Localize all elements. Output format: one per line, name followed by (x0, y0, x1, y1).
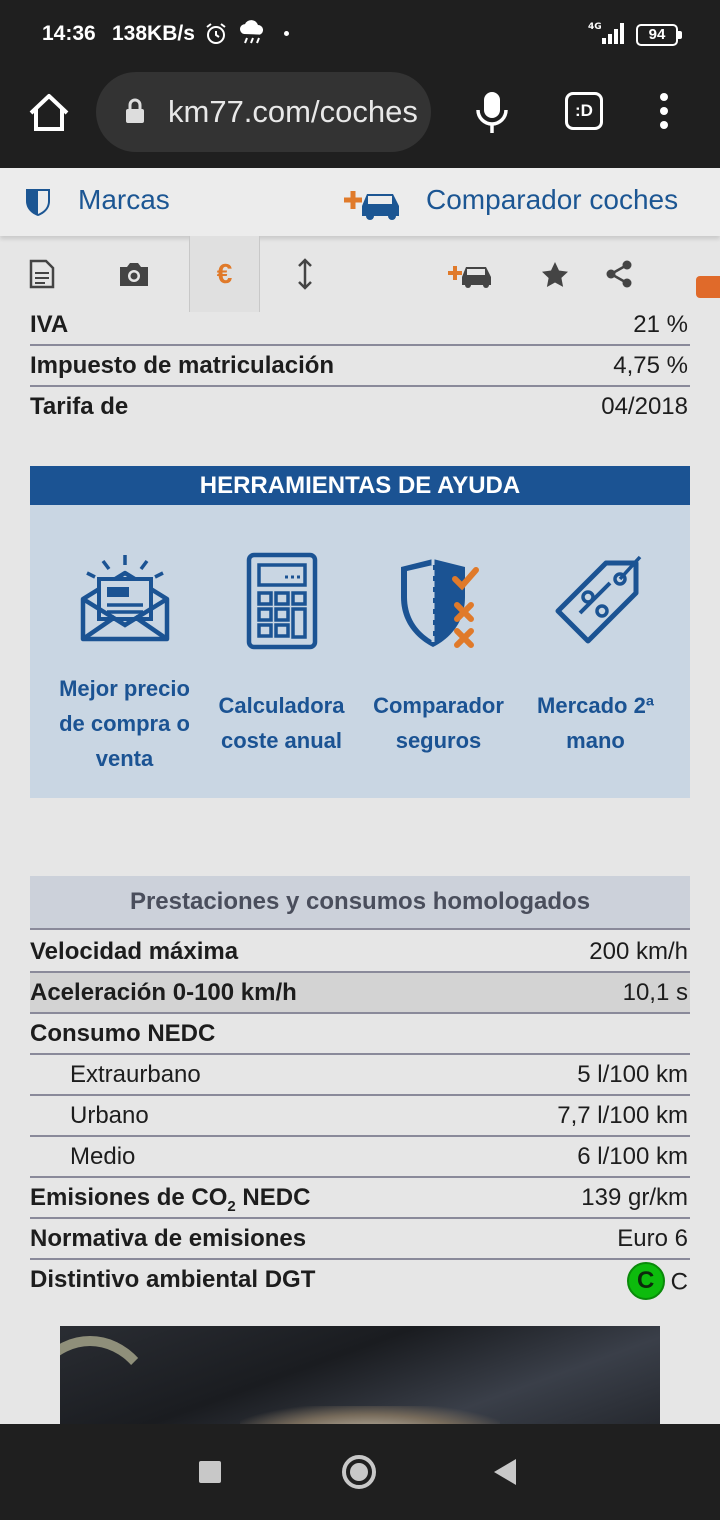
shield-icon[interactable] (24, 186, 52, 223)
camera-icon[interactable] (112, 236, 156, 312)
table-row (30, 932, 690, 973)
lock-icon (124, 98, 146, 129)
tool-label (199, 688, 364, 758)
table-row (30, 1137, 690, 1178)
row-label: Impuesto de matriculación (30, 352, 335, 379)
tab-switcher-button[interactable]: :D (565, 92, 603, 130)
table-row (30, 1260, 690, 1301)
performance-table (30, 932, 690, 1301)
home-button-icon[interactable] (342, 1455, 376, 1489)
row-value: 5 l/100 km (577, 1061, 688, 1088)
signal-icon (588, 20, 628, 51)
photo-detail (60, 1336, 160, 1424)
overflow-menu-icon[interactable] (654, 92, 674, 137)
calculator-icon (245, 551, 319, 651)
tool-label-line: de compra o (59, 711, 190, 736)
row-label: Consumo NEDC (30, 1020, 216, 1047)
car-interior-photo[interactable] (60, 1326, 660, 1424)
tool-label-line: Mejor precio (59, 676, 190, 701)
tool-insurance[interactable] (356, 505, 521, 798)
row-label: Tarifa de (30, 393, 129, 420)
dgt-badge: C (627, 1262, 665, 1300)
tool-label-line: Mercado 2ª (537, 693, 654, 718)
tool-best-price[interactable] (42, 505, 207, 798)
tool-label (513, 688, 678, 758)
vertical-arrows-icon[interactable] (290, 236, 320, 312)
row-label: Distintivo ambiental DGT (30, 1266, 316, 1293)
svg-text:4G: 4G (588, 22, 602, 32)
table-row (30, 1219, 690, 1260)
status-time: 14:36 (42, 22, 96, 45)
row-label-text: Emisiones de CO (30, 1184, 228, 1211)
microphone-icon[interactable] (470, 88, 514, 143)
star-icon[interactable] (540, 236, 570, 312)
row-label (30, 1184, 310, 1215)
web-page (0, 168, 720, 1424)
table-row (30, 387, 690, 428)
tool-annual-cost[interactable] (199, 505, 364, 798)
tool-label-line: mano (566, 728, 625, 753)
table-row (30, 1096, 690, 1137)
tool-label-line: venta (95, 746, 154, 771)
tool-label (356, 688, 521, 758)
tool-label-line: seguros (395, 728, 482, 753)
row-value: 7,7 l/100 km (557, 1102, 688, 1129)
shield-check-icon (393, 551, 485, 655)
performance-header: Prestaciones y consumos homologados (30, 876, 690, 930)
row-value: 21 % (633, 311, 688, 338)
row-value: 4,75 % (613, 352, 688, 379)
tools-panel (30, 505, 690, 798)
row-value (627, 1266, 688, 1300)
browser-toolbar (0, 70, 720, 168)
table-row (30, 346, 690, 387)
row-label: Extraurbano (70, 1061, 201, 1088)
compare-cars-icon[interactable] (344, 184, 406, 225)
status-speed: 138KB/s (112, 22, 195, 45)
row-label-subscript: 2 (227, 1197, 236, 1215)
tool-used-market[interactable] (513, 505, 678, 798)
newsletter-icon (77, 551, 173, 651)
taxes-table (30, 305, 690, 428)
table-row (30, 973, 690, 1014)
row-value: 10,1 s (622, 979, 688, 1006)
nav-link-brands[interactable]: Marcas (78, 184, 170, 215)
back-icon[interactable] (494, 1459, 516, 1485)
row-label: IVA (30, 311, 69, 338)
status-bar (0, 0, 720, 70)
row-value: 139 gr/km (581, 1184, 688, 1211)
url-text: km77.com/coches (168, 94, 418, 129)
tool-label-line: Comparador (373, 693, 504, 718)
section-tabs (0, 236, 720, 312)
table-row (30, 1055, 690, 1096)
system-nav-bar (0, 1424, 720, 1520)
notification-dot (284, 31, 289, 36)
row-label-text: NEDC (235, 1184, 311, 1211)
site-nav (0, 168, 720, 236)
price-tag-icon (544, 551, 648, 655)
table-row (30, 305, 690, 346)
euro-symbol: € (216, 258, 233, 289)
tools-header: HERRAMIENTAS DE AYUDA (30, 466, 690, 505)
dgt-value: C (670, 1268, 688, 1296)
document-icon[interactable] (20, 236, 64, 312)
alarm-icon (204, 22, 228, 51)
table-row (30, 1178, 690, 1219)
home-icon[interactable] (26, 90, 72, 136)
share-icon[interactable] (604, 236, 634, 312)
add-car-icon[interactable] (446, 236, 496, 312)
row-value: Euro 6 (617, 1225, 688, 1252)
weather-icon (238, 20, 266, 51)
euro-icon[interactable] (189, 236, 260, 312)
table-row (30, 1014, 690, 1055)
row-value: 6 l/100 km (577, 1143, 688, 1170)
row-label: Normativa de emisiones (30, 1225, 307, 1252)
photo-detail (240, 1406, 500, 1424)
tool-label-line: coste anual (220, 728, 343, 753)
nav-link-compare[interactable]: Comparador coches (426, 184, 679, 215)
row-label: Velocidad máxima (30, 938, 239, 965)
battery-indicator: 94 (636, 24, 678, 46)
tool-label-line: Calculadora (218, 693, 345, 718)
side-marker[interactable] (696, 276, 720, 298)
row-label: Medio (70, 1143, 136, 1170)
row-label: Urbano (70, 1102, 149, 1129)
row-label: Aceleración 0-100 km/h (30, 979, 297, 1006)
row-value: 200 km/h (589, 938, 688, 965)
address-bar[interactable] (96, 72, 431, 152)
row-value: 04/2018 (601, 393, 688, 420)
tool-label (42, 671, 207, 776)
recent-apps-icon[interactable] (199, 1461, 221, 1483)
